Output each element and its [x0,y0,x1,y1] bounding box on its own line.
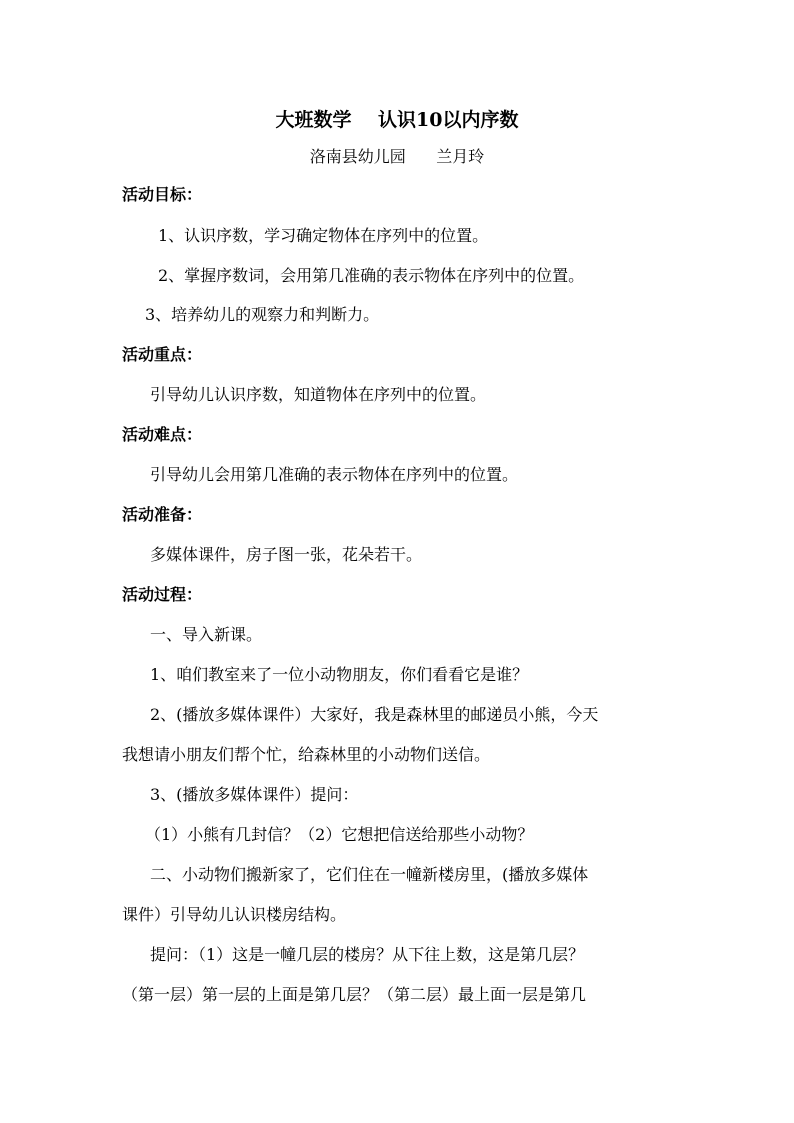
document-title: 大班数学 认识10以内序数 [275,109,519,131]
goals-heading: 活动目标： [122,185,203,204]
goal-item: 3、培养幼儿的观察力和判断力。 [145,305,380,324]
process-line: 2、(播放多媒体课件）大家好，我是森林里的邮递员小熊，今天 [150,705,599,724]
key-point-text: 引导幼儿认识序数，知道物体在序列中的位置。 [150,385,487,404]
goal-item: 2、掌握序数词，会用第几准确的表示物体在序列中的位置。 [158,266,585,285]
process-line: 课件）引导幼儿认识楼房结构。 [122,905,347,924]
process-line: 3、(播放多媒体课件）提问： [150,785,359,804]
key-point-heading: 活动重点： [122,345,203,364]
difficulty-text: 引导幼儿会用第几准确的表示物体在序列中的位置。 [150,465,519,484]
process-line: 1、咱们教室来了一位小动物朋友，你们看看它是谁？ [150,665,529,684]
process-line: 提问：（1）这是一幢几层的楼房？从下往上数，这是第几层？ [150,945,585,964]
goal-item: 1、认识序数，学习确定物体在序列中的位置。 [158,226,489,245]
process-line: （1）小熊有几封信？（2）它想把信送给那些小动物？ [145,825,534,844]
process-line: （第一层）第一层的上面是第几层？（第二层）最上面一层是第几 [122,985,587,1004]
process-line: 我想请小朋友们帮个忙，给森林里的小动物们送信。 [122,745,491,764]
preparation-heading: 活动准备： [122,505,203,524]
preparation-text: 多媒体课件，房子图一张，花朵若干。 [150,545,423,564]
process-line: 二、小动物们搬新家了，它们住在一幢新楼房里，(播放多媒体 [150,865,589,884]
process-line: 一、导入新课。 [150,625,263,644]
difficulty-heading: 活动难点： [122,425,203,444]
author-line: 洛南县幼儿园 兰月玲 [309,147,485,166]
process-heading: 活动过程： [122,585,203,604]
